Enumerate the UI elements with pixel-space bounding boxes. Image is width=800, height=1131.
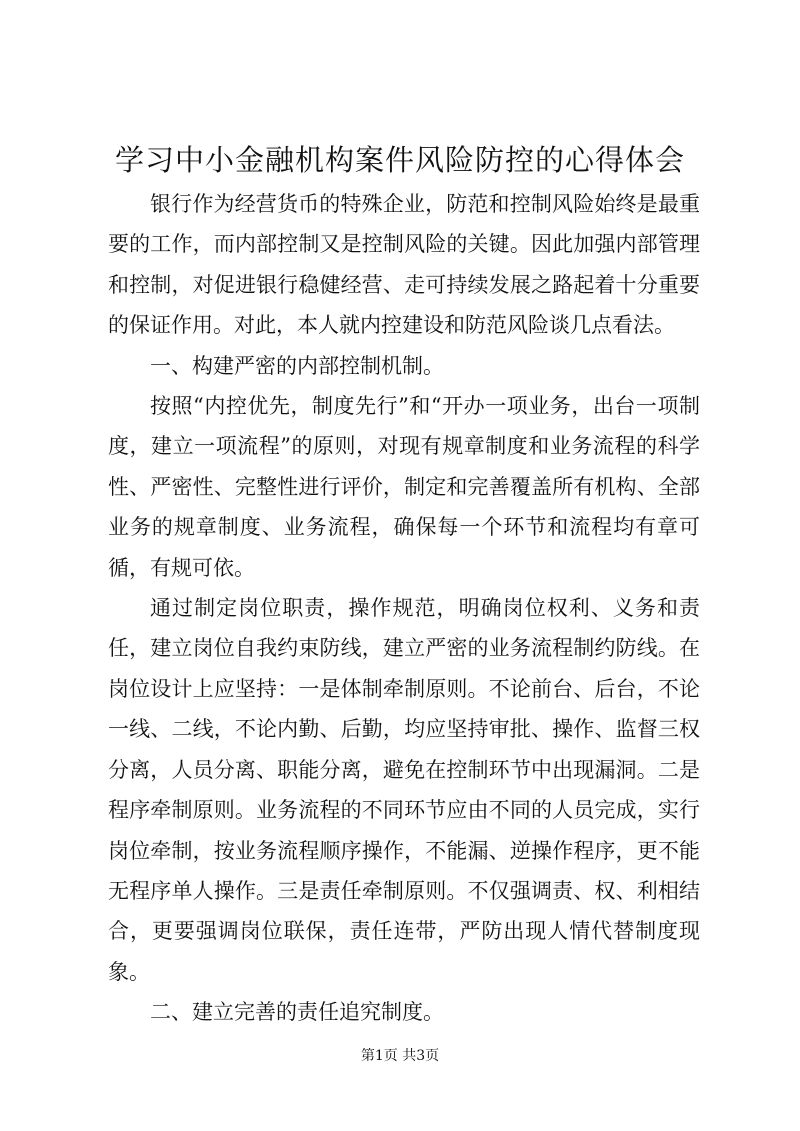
paragraph: 按照“内控优先，制度先行”和“开办一项业务，出台一项制度，建立一项流程”的原则，对现有规章制度和业务流程的科学性、严密性、完整性进行评价，制定和完善覆盖所有机构、全部业务的规章制度、业务流程，确保每一个环节和流程均有章可循，有规可依。 — [108, 394, 700, 580]
document-body — [108, 184, 700, 1033]
paragraph: 通过制定岗位职责，操作规范，明确岗位权利、义务和责任，建立岗位自我约束防线，建立严密的业务流程制约防线。在岗位设计上应坚持：一是体制牵制原则。不论前台、后台，不论一线、二线，不论内勤、后勤，均应坚持审批、操作、监督三权分离，人员分离、职能分离，避免在控制环节中出现漏洞。二是程序牵制原则。业务流程的不同环节应由不同的人员完成，实行岗位牵制，按业务流程顺序操作，不能漏、逆操作程序，更不能无程序单人操作。三是责任牵制原则。不仅强调责、权、利相结合，更要强调岗位联保，责任连带，严防出现人情代替制度现象。 — [108, 596, 700, 984]
section-heading: 一、构建严密的内部控制机制。 — [150, 353, 444, 378]
page-footer: 第1页 共3页 — [360, 1048, 440, 1064]
paragraph: 银行作为经营货币的特殊企业，防范和控制风险始终是最重要的工作，而内部控制又是控制风险的关键。因此加强内部管理和控制，对促进银行稳健经营、走可持续发展之路起着十分重要的保证作用。对此，本人就内控建设和防范风险谈几点看法。 — [108, 192, 700, 338]
section-heading: 二、建立完善的责任追究制度。 — [150, 1000, 444, 1025]
document-title: 学习中小金融机构案件风险防控的心得体会 — [114, 143, 685, 177]
